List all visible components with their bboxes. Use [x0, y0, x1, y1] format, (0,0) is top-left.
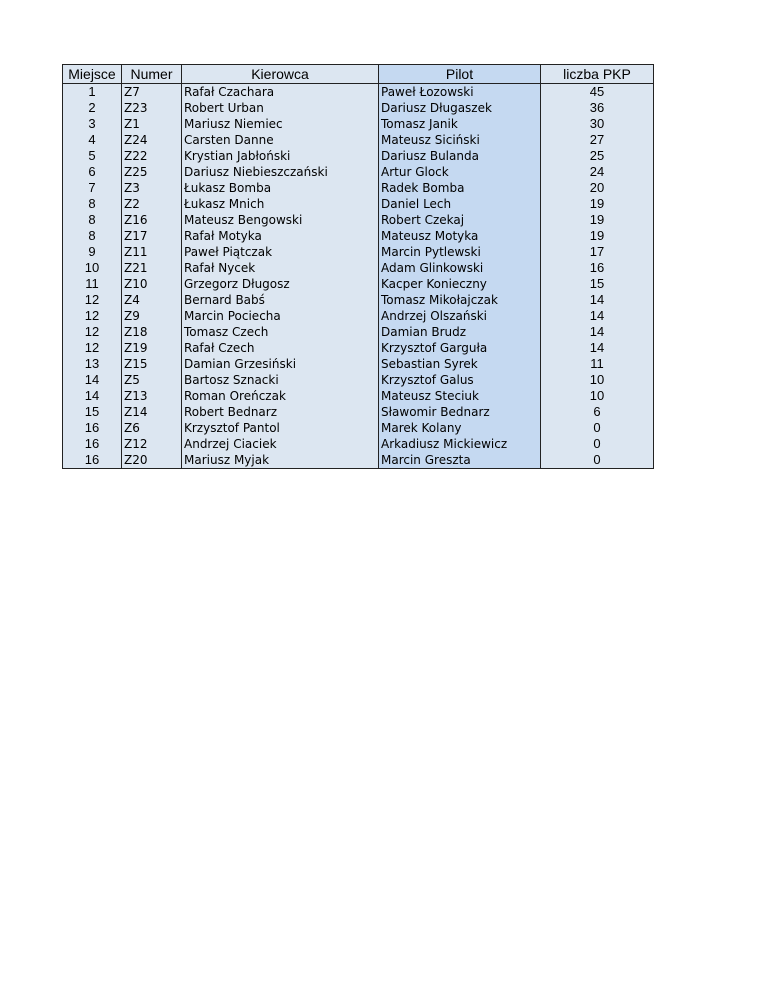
cell-number: Z16 [122, 212, 182, 228]
cell-number: Z19 [122, 340, 182, 356]
table-row [63, 340, 654, 356]
cell-points: 25 [541, 148, 654, 164]
table-row [63, 388, 654, 404]
cell-driver: Krystian Jabłoński [182, 148, 379, 164]
table-row [63, 276, 654, 292]
cell-points: 15 [541, 276, 654, 292]
table-row [63, 436, 654, 452]
cell-place: 16 [63, 452, 122, 469]
table-row [63, 356, 654, 372]
cell-pilot: Adam Glinkowski [379, 260, 541, 276]
cell-number: Z13 [122, 388, 182, 404]
cell-pilot: Andrzej Olszański [379, 308, 541, 324]
header-place: Miejsce [63, 65, 122, 84]
cell-place: 16 [63, 436, 122, 452]
cell-driver: Mariusz Niemiec [182, 116, 379, 132]
cell-number: Z6 [122, 420, 182, 436]
cell-place: 6 [63, 164, 122, 180]
header-row [63, 65, 654, 84]
header-points: liczba PKP [541, 65, 654, 84]
cell-number: Z3 [122, 180, 182, 196]
cell-points: 11 [541, 356, 654, 372]
cell-place: 3 [63, 116, 122, 132]
cell-points: 27 [541, 132, 654, 148]
table-row [63, 164, 654, 180]
cell-points: 19 [541, 228, 654, 244]
cell-pilot: Damian Brudz [379, 324, 541, 340]
table-row [63, 84, 654, 101]
cell-place: 8 [63, 228, 122, 244]
cell-number: Z12 [122, 436, 182, 452]
cell-points: 24 [541, 164, 654, 180]
cell-place: 5 [63, 148, 122, 164]
cell-number: Z7 [122, 84, 182, 101]
cell-points: 14 [541, 340, 654, 356]
cell-place: 16 [63, 420, 122, 436]
cell-points: 0 [541, 420, 654, 436]
cell-number: Z22 [122, 148, 182, 164]
table-row [63, 452, 654, 469]
cell-driver: Paweł Piątczak [182, 244, 379, 260]
cell-pilot: Krzysztof Garguła [379, 340, 541, 356]
table-row [63, 148, 654, 164]
table-row [63, 260, 654, 276]
cell-pilot: Tomasz Janik [379, 116, 541, 132]
header-number: Numer [122, 65, 182, 84]
cell-place: 15 [63, 404, 122, 420]
cell-number: Z11 [122, 244, 182, 260]
cell-number: Z15 [122, 356, 182, 372]
cell-pilot: Mateusz Steciuk [379, 388, 541, 404]
cell-driver: Carsten Danne [182, 132, 379, 148]
cell-points: 14 [541, 292, 654, 308]
cell-number: Z25 [122, 164, 182, 180]
cell-number: Z17 [122, 228, 182, 244]
cell-place: 12 [63, 292, 122, 308]
cell-driver: Rafał Czachara [182, 84, 379, 101]
cell-number: Z23 [122, 100, 182, 116]
table-row [63, 196, 654, 212]
cell-points: 36 [541, 100, 654, 116]
cell-points: 10 [541, 372, 654, 388]
cell-pilot: Arkadiusz Mickiewicz [379, 436, 541, 452]
table-row [63, 228, 654, 244]
cell-pilot: Daniel Lech [379, 196, 541, 212]
cell-place: 12 [63, 308, 122, 324]
cell-driver: Rafał Czech [182, 340, 379, 356]
cell-points: 0 [541, 452, 654, 469]
table-row [63, 324, 654, 340]
table-row [63, 180, 654, 196]
cell-pilot: Sebastian Syrek [379, 356, 541, 372]
cell-pilot: Dariusz Bulanda [379, 148, 541, 164]
cell-driver: Tomasz Czech [182, 324, 379, 340]
cell-place: 4 [63, 132, 122, 148]
table-row [63, 132, 654, 148]
cell-points: 0 [541, 436, 654, 452]
cell-driver: Mateusz Bengowski [182, 212, 379, 228]
cell-driver: Grzegorz Długosz [182, 276, 379, 292]
cell-number: Z24 [122, 132, 182, 148]
cell-driver: Krzysztof Pantol [182, 420, 379, 436]
cell-number: Z1 [122, 116, 182, 132]
cell-pilot: Marcin Greszta [379, 452, 541, 469]
cell-pilot: Mateusz Siciński [379, 132, 541, 148]
table-row [63, 212, 654, 228]
table-row [63, 372, 654, 388]
cell-driver: Robert Bednarz [182, 404, 379, 420]
cell-driver: Marcin Pociecha [182, 308, 379, 324]
cell-pilot: Tomasz Mikołajczak [379, 292, 541, 308]
table-row [63, 308, 654, 324]
cell-place: 1 [63, 84, 122, 101]
cell-driver: Bernard Babś [182, 292, 379, 308]
cell-driver: Damian Grzesiński [182, 356, 379, 372]
cell-points: 14 [541, 308, 654, 324]
cell-points: 14 [541, 324, 654, 340]
cell-pilot: Dariusz Długaszek [379, 100, 541, 116]
cell-driver: Roman Oreńczak [182, 388, 379, 404]
cell-driver: Dariusz Niebieszczański [182, 164, 379, 180]
cell-place: 12 [63, 340, 122, 356]
cell-driver: Mariusz Myjak [182, 452, 379, 469]
cell-pilot: Mateusz Motyka [379, 228, 541, 244]
cell-number: Z5 [122, 372, 182, 388]
cell-driver: Łukasz Bomba [182, 180, 379, 196]
cell-pilot: Marek Kolany [379, 420, 541, 436]
cell-place: 10 [63, 260, 122, 276]
cell-place: 13 [63, 356, 122, 372]
cell-points: 19 [541, 196, 654, 212]
cell-place: 2 [63, 100, 122, 116]
table-row [63, 244, 654, 260]
cell-points: 20 [541, 180, 654, 196]
cell-number: Z21 [122, 260, 182, 276]
cell-driver: Bartosz Sznacki [182, 372, 379, 388]
cell-points: 45 [541, 84, 654, 101]
cell-driver: Robert Urban [182, 100, 379, 116]
cell-driver: Łukasz Mnich [182, 196, 379, 212]
cell-pilot: Sławomir Bednarz [379, 404, 541, 420]
cell-pilot: Radek Bomba [379, 180, 541, 196]
cell-pilot: Kacper Konieczny [379, 276, 541, 292]
header-driver: Kierowca [182, 65, 379, 84]
cell-pilot: Krzysztof Galus [379, 372, 541, 388]
results-table [62, 64, 654, 469]
table-row [63, 404, 654, 420]
cell-driver: Rafał Nycek [182, 260, 379, 276]
cell-place: 9 [63, 244, 122, 260]
table-row [63, 420, 654, 436]
header-pilot: Pilot [379, 65, 541, 84]
table-row [63, 292, 654, 308]
table-row [63, 100, 654, 116]
cell-number: Z9 [122, 308, 182, 324]
cell-points: 10 [541, 388, 654, 404]
cell-points: 16 [541, 260, 654, 276]
cell-pilot: Paweł Łozowski [379, 84, 541, 101]
cell-place: 8 [63, 196, 122, 212]
cell-driver: Rafał Motyka [182, 228, 379, 244]
cell-points: 17 [541, 244, 654, 260]
cell-number: Z2 [122, 196, 182, 212]
table-row [63, 116, 654, 132]
cell-points: 30 [541, 116, 654, 132]
cell-place: 14 [63, 372, 122, 388]
cell-place: 7 [63, 180, 122, 196]
cell-points: 19 [541, 212, 654, 228]
cell-number: Z20 [122, 452, 182, 469]
cell-pilot: Robert Czekaj [379, 212, 541, 228]
cell-number: Z18 [122, 324, 182, 340]
cell-number: Z4 [122, 292, 182, 308]
results-body [63, 84, 654, 469]
cell-number: Z10 [122, 276, 182, 292]
cell-points: 6 [541, 404, 654, 420]
cell-place: 14 [63, 388, 122, 404]
cell-place: 8 [63, 212, 122, 228]
cell-pilot: Artur Glock [379, 164, 541, 180]
cell-place: 12 [63, 324, 122, 340]
cell-pilot: Marcin Pytlewski [379, 244, 541, 260]
cell-place: 11 [63, 276, 122, 292]
cell-driver: Andrzej Ciaciek [182, 436, 379, 452]
cell-number: Z14 [122, 404, 182, 420]
